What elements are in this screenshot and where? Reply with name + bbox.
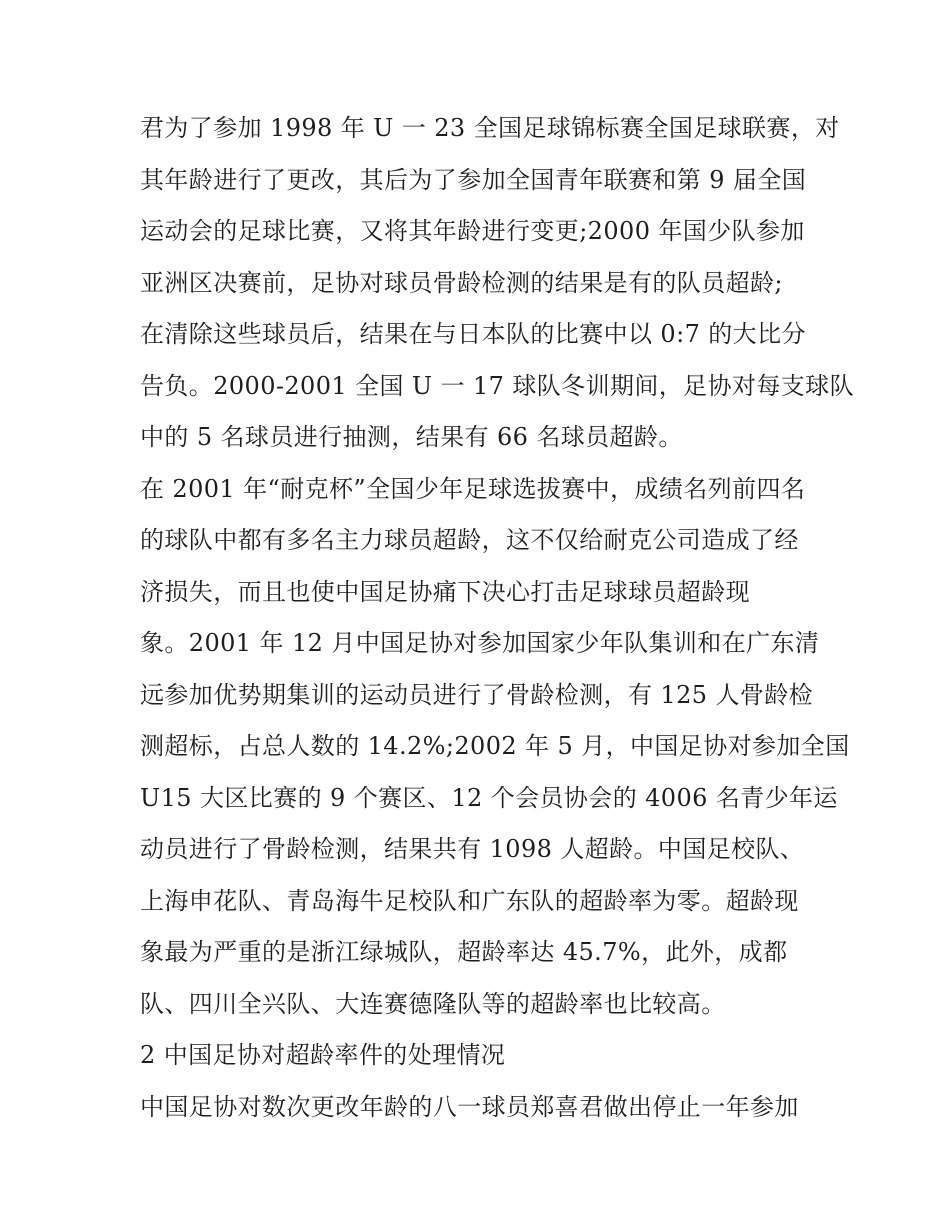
text-line: 在 2001 年“耐克杯”全国少年足球选拔赛中，成绩名列前四名	[140, 474, 806, 503]
text-line: 告负。2000-2001 全国 U 一 17 球队冬训期间，足协对每支球队	[140, 371, 854, 400]
text-line: 队、四川全兴队、大连赛德隆队等的超龄率也比较高。	[140, 989, 726, 1018]
text-line: 动员进行了骨龄检测，结果共有 1098 人超龄。中国足校队、	[140, 835, 805, 863]
text-line: 象。2001 年 12 月中国足协对参加国家少年队集训和在广东清	[140, 629, 820, 657]
text-line: 象最为严重的是浙江绿城队，超龄率达 45.7%，此外，成都	[140, 938, 788, 966]
text-line: 亚洲区决赛前，足协对球员骨龄检测的结果是有的队员超龄;	[140, 268, 783, 297]
text-line: 中国足协对数次更改年龄的八一球员郑喜君做出停止一年参加	[140, 1092, 799, 1121]
text-line: 其年龄进行了更改，其后为了参加全国青年联赛和第 9 届全国	[140, 165, 807, 194]
text-line: 上海申花队、青岛海牛足校队和广东队的超龄率为零。超龄现	[140, 886, 799, 915]
text-line: 远参加优势期集训的运动员进行了骨龄检测，有 125 人骨龄检	[140, 680, 814, 709]
text-line: 的球队中都有多名主力球员超龄，这不仅给耐克公司造成了经	[140, 526, 799, 554]
section-heading: 2 中国足协对超龄率件的处理情况	[140, 1041, 506, 1069]
text-line: 君为了参加 1998 年 U 一 23 全国足球锦标赛全国足球联赛，对	[140, 114, 840, 142]
text-line: 中的 5 名球员进行抽测，结果有 66 名球员超龄。	[140, 423, 683, 451]
text-line: 济损失，而且也使中国足协痛下决心打击足球球员超龄现	[140, 577, 750, 606]
text-line: U15 大区比赛的 9 个赛区、12 个会员协会的 4006 名青少年运	[140, 783, 838, 812]
text-line: 运动会的足球比赛，又将其年龄进行变更;2000 年国少队参加	[140, 217, 805, 245]
text-line: 测超标，占总人数的 14.2%;2002 年 5 月，中国足协对参加全国	[140, 732, 850, 760]
text-line: 在清除这些球员后，结果在与日本队的比赛中以 0:7 的大比分	[140, 320, 806, 348]
document-body	[140, 103, 854, 1133]
